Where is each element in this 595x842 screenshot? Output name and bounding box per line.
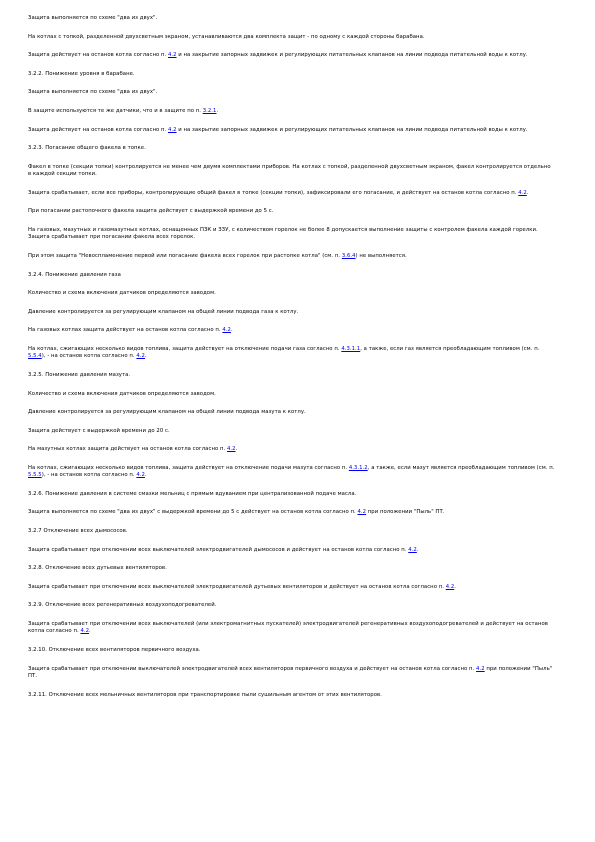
paragraph-text: . (454, 583, 457, 590)
section-reference-link[interactable]: 3.2.1 (202, 107, 217, 114)
paragraph-text: При этом защита "Невоспламенение первой или погасание факела всех горелок при растопке котла" (см. п. (28, 252, 342, 259)
paragraph (28, 666, 555, 681)
section-reference-link[interactable]: 5.5.5 (28, 472, 42, 479)
paragraph-text: 3.2.9. Отключение всех регенеративных воздухоподогревателей. (28, 602, 217, 609)
paragraph-text: Защита срабатывает при отключении всех выключателей электродвигателей дутьевых вентиляторов и действует на останов котла согласно п. (28, 583, 446, 590)
paragraph (28, 272, 555, 279)
paragraph-text: . (89, 628, 91, 635)
section-reference-link[interactable]: 4.2 (408, 546, 417, 553)
paragraph (28, 227, 555, 242)
paragraph (28, 346, 555, 361)
paragraph-text: Защита выполняется по схеме "два из двух". (28, 15, 158, 21)
paragraph-text: 3.2.6. Понижение давления в системе смазки мельниц с прямым вдуванием при централизованной подаче масла. (28, 490, 357, 497)
section-reference-link[interactable]: 5.5.4 (28, 353, 42, 360)
paragraph (28, 253, 555, 260)
paragraph-text: Защита срабатывает при отключении выключателей электродвигателей всех вентиляторов первичного воздуха и действует на останов котла согласно п. (28, 665, 477, 672)
section-reference-link[interactable]: 4.3.1.2 (348, 464, 368, 471)
paragraph-text: при положении "Пыль" ПТ. (366, 509, 445, 516)
paragraph (28, 89, 555, 96)
paragraph-text: , а также, если мазут является преобладающим топливом (см. п. (367, 464, 555, 471)
paragraph-text: . (144, 472, 147, 479)
paragraph-text: , а также, если газ является преобладающим топливом (см. п. (360, 345, 540, 352)
paragraph (28, 372, 555, 379)
paragraph-text: 3.2.7 Отключение всех дымососов. (28, 528, 128, 535)
section-reference-link[interactable]: 4.2 (518, 189, 527, 196)
paragraph (28, 428, 555, 435)
paragraph-text: ), - на останов котла согласно п. (41, 472, 137, 479)
paragraph-text: Защита срабатывает при отключении всех выключателей электродвигателей дымососов и действует на останов котла согласно п. (28, 546, 409, 553)
paragraph-text: Количество и схема включения датчиков определяются заводом. (28, 290, 216, 297)
paragraph-text: 3.2.11. Отключение всех мельничных вентиляторов при транспортировке пыли сушильным агентом от этих вентиляторов. (28, 691, 382, 698)
paragraph-text: ) не выполняется. (355, 252, 407, 259)
paragraph (28, 71, 555, 78)
section-reference-link[interactable]: 4.2 (167, 52, 177, 59)
paragraph-text: Защита срабатывает при отключении всех выключателей (или электромагнитных пускателей) электродвигателей регенеративных воздухоподогревателей и действует на останов котла согласно п. (28, 621, 548, 635)
paragraph (28, 602, 555, 609)
paragraph-text: На котлах, сжигающих несколько видов топлива, защита действует на отключение подачи мазута согласно п. (28, 464, 349, 471)
paragraph-text: Количество и схема включения датчиков определяются заводом. (28, 390, 216, 397)
section-reference-link[interactable]: 4.2 (357, 509, 367, 516)
section-reference-link[interactable]: 4.2 (445, 583, 455, 590)
paragraph-text: Защита действует с выдержкой времени до 20 с. (28, 427, 170, 434)
paragraph-text: 3.2.3. Погасание общего факела в топке. (28, 145, 146, 152)
section-reference-link[interactable]: 4.2 (222, 327, 231, 334)
paragraph-text: На мазутных котлах защита действует на останов котла согласно п. (28, 446, 227, 453)
paragraph (28, 621, 555, 636)
paragraph-text: 3.2.4. Понижение давления газа (28, 271, 121, 278)
paragraph-text: Защита срабатывает, если все приборы, контролирующие общий факел в топке (секции топки), зафиксировали его погасание, и действует на останов котла согласно п. (28, 189, 519, 196)
paragraph (28, 391, 555, 398)
paragraph-text: . (416, 546, 419, 553)
paragraph (28, 52, 555, 59)
paragraph-text: На газовых, мазутных и газомазутных котлах, оснащенных ПЗК и ЗЗУ, с количеством горелок не более 8 допускается выполнение защиты с контролем факела каждой горелки. Защита срабатывает при погасании факела всех горелок. (28, 226, 538, 241)
paragraph-text: и на закрытие запорных задвижек и регулирующих питательных клапанов на линии подвода питательной воды к котлу. (176, 126, 528, 133)
paragraph-text: Давление контролируется за регулирующим клапаном на общей линии подвода мазута к котлу. (28, 409, 306, 416)
paragraph-text: . (526, 189, 529, 196)
paragraph-text: Защита действует на останов котла согласно п. (28, 126, 168, 133)
paragraph-text: . (230, 327, 233, 334)
paragraph (28, 491, 555, 498)
paragraph-text: Защита действует на останов котла согласно п. (28, 52, 168, 59)
paragraph (28, 108, 555, 115)
paragraph (28, 145, 555, 152)
paragraph (28, 584, 555, 591)
paragraph (28, 34, 555, 41)
section-reference-link[interactable]: 4.2 (167, 126, 177, 133)
paragraph (28, 327, 555, 334)
paragraph-text: При погасании растопочного факела защита действует с выдержкой времени до 5 с. (28, 208, 274, 215)
paragraph-text: . (144, 353, 147, 360)
paragraph-text: Давление контролируется за регулирующим клапаном на общей линии подвода газа к котлу. (28, 308, 299, 315)
paragraph (28, 509, 555, 516)
paragraph (28, 647, 555, 654)
section-reference-link[interactable]: 4.2 (136, 353, 145, 360)
paragraph (28, 547, 555, 554)
paragraph-text: . (235, 446, 238, 453)
paragraph (28, 692, 555, 699)
section-reference-link[interactable]: 3.6.4 (341, 252, 356, 259)
paragraph-text: ), - на останов котла согласно п. (41, 353, 137, 360)
paragraph-text: 3.2.5. Понижение давления мазута. (28, 371, 131, 378)
paragraph-text: 3.2.2. Понижение уровня в барабане. (28, 70, 135, 77)
paragraph (28, 565, 555, 572)
paragraph-text: На котлах, сжигающих несколько видов топлива, защита действует на отключение подачи газа согласно п. (28, 345, 342, 352)
paragraph-text: В защите используются те же датчики, что и в защите по п. (28, 107, 203, 114)
paragraph-text: Защита выполняется по схеме "два из двух". (28, 89, 158, 96)
paragraph-text: при положении "Пыль" ПТ. (28, 665, 553, 680)
paragraph (28, 208, 555, 215)
paragraph-text: Факел в топке (секции топки) контролируется не менее чем двумя комплектами приборов. На котлах с топкой, разделенной двухсветным экраном, факел контролируется отдельно в каждой секции топки. (28, 163, 551, 178)
section-reference-link[interactable]: 4.2 (226, 446, 236, 453)
paragraph (28, 528, 555, 535)
paragraph-text: Защита выполняется по схеме "два из двух" с выдержкой времени до 5 с действует на останов котла согласно п. (28, 509, 358, 516)
paragraph (28, 164, 555, 179)
section-reference-link[interactable]: 4.3.1.1 (341, 345, 361, 352)
paragraph-text: . (216, 107, 219, 114)
section-reference-link[interactable]: 4.2 (80, 628, 90, 635)
paragraph-text: На газовых котлах защита действует на останов котла согласно п. (28, 327, 223, 334)
paragraph (28, 15, 555, 22)
paragraph-text: 3.2.8. Отключение всех дутьевых вентиляторов. (28, 565, 167, 572)
section-reference-link[interactable]: 4.2 (136, 472, 145, 479)
paragraph-text: 3.2.10. Отключение всех вентиляторов первичного воздуха. (28, 647, 201, 654)
paragraph (28, 409, 555, 416)
paragraph (28, 190, 555, 197)
paragraph (28, 309, 555, 316)
paragraph-text: На котлах с топкой, разделенной двухсветным экраном, устанавливаются два комплекта защит - по одному с каждой стороны барабана. (28, 33, 425, 40)
section-reference-link[interactable]: 4.2 (476, 665, 485, 672)
paragraph (28, 446, 555, 453)
paragraph (28, 465, 555, 480)
paragraph (28, 127, 555, 134)
paragraph-text: и на закрытие запорных задвижек и регулирующих питательных клапанов на линии подвода питательной воды к котлу. (176, 52, 528, 59)
paragraph (28, 290, 555, 297)
